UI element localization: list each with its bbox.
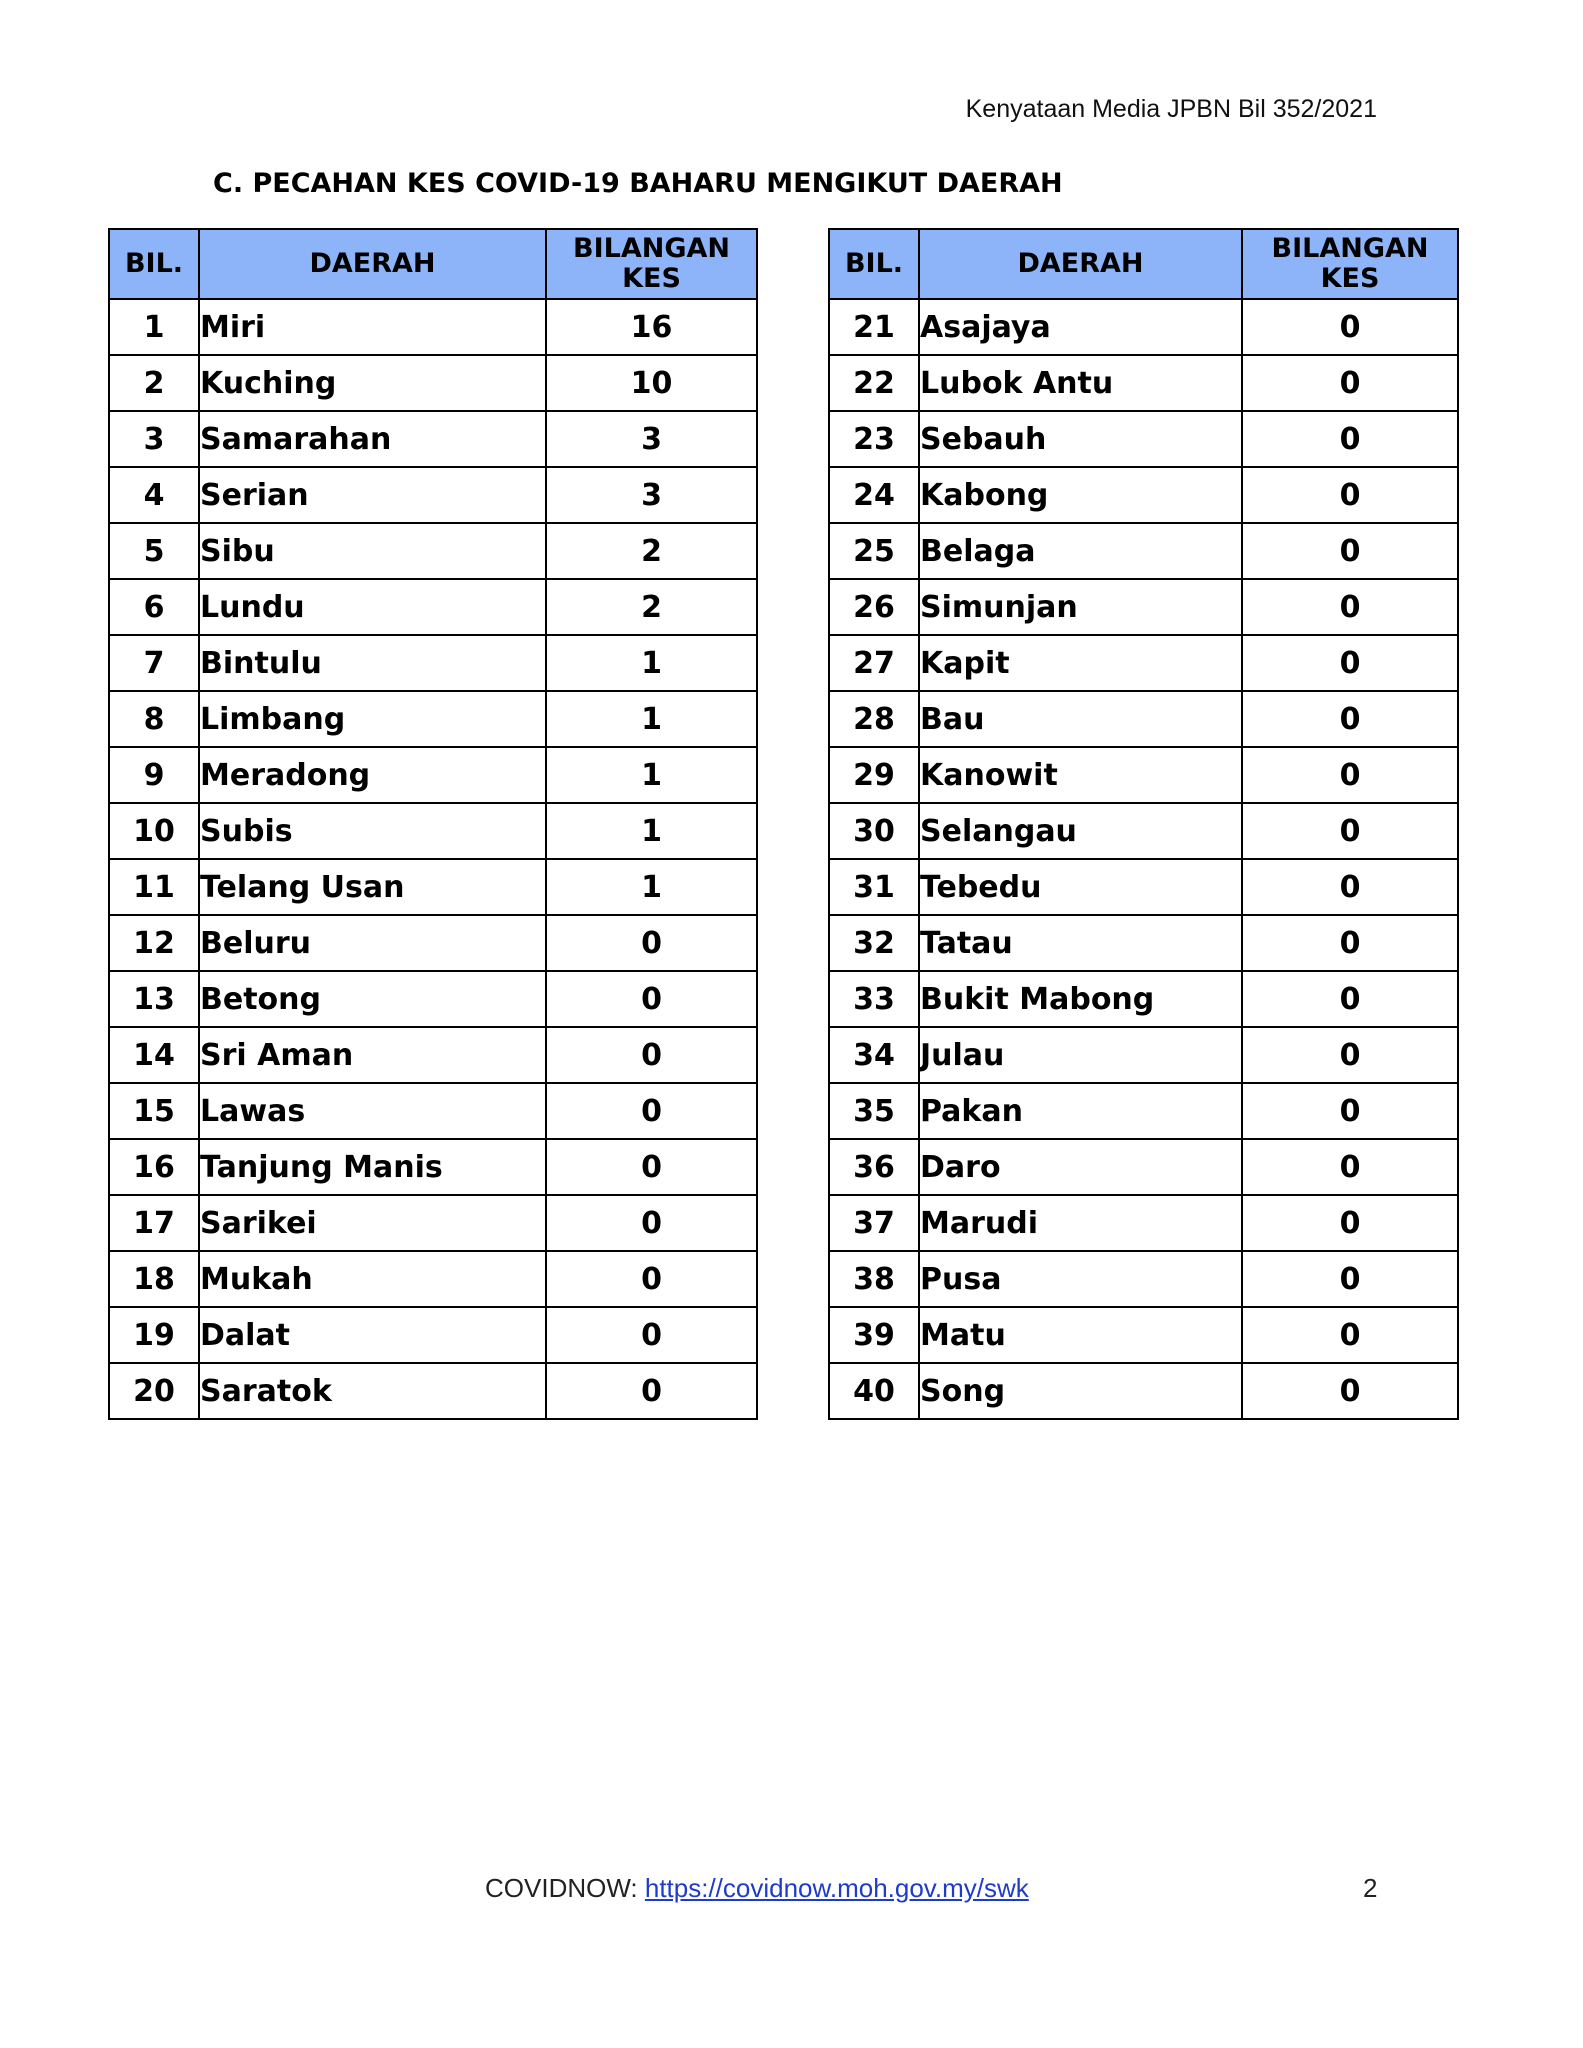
district-name: Kanowit [919,747,1242,803]
district-name: Sebauh [919,411,1242,467]
case-count: 0 [546,1195,757,1251]
case-count: 0 [1242,579,1458,635]
table-row [109,467,757,523]
table-row [829,1139,1458,1195]
table-row [829,1083,1458,1139]
row-number: 9 [109,747,199,803]
row-number: 15 [109,1083,199,1139]
case-count: 0 [1242,1139,1458,1195]
row-number: 26 [829,579,919,635]
district-name: Beluru [199,915,546,971]
column-header-daerah: DAERAH [919,229,1242,299]
row-number: 3 [109,411,199,467]
case-count: 0 [1242,1251,1458,1307]
table-row [109,579,757,635]
table-row [109,355,757,411]
table-row [109,299,757,355]
case-count: 0 [1242,1363,1458,1419]
row-number: 24 [829,467,919,523]
case-count: 0 [546,1363,757,1419]
row-number: 34 [829,1027,919,1083]
column-header-bilangan-line1: BILANGAN [1271,233,1429,264]
column-header-daerah: DAERAH [199,229,546,299]
table-row [829,579,1458,635]
column-header-bilangan-kes [1242,229,1458,299]
row-number: 37 [829,1195,919,1251]
case-count: 0 [546,1027,757,1083]
case-count: 0 [1242,859,1458,915]
case-count: 0 [1242,1195,1458,1251]
case-count: 2 [546,523,757,579]
district-name: Bau [919,691,1242,747]
district-name: Betong [199,971,546,1027]
row-number: 35 [829,1083,919,1139]
row-number: 16 [109,1139,199,1195]
case-count: 3 [546,411,757,467]
district-name: Serian [199,467,546,523]
district-name: Marudi [919,1195,1242,1251]
row-number: 8 [109,691,199,747]
case-count: 1 [546,747,757,803]
case-count: 2 [546,579,757,635]
district-name: Lawas [199,1083,546,1139]
district-name: Mukah [199,1251,546,1307]
case-count: 10 [546,355,757,411]
district-name: Bukit Mabong [919,971,1242,1027]
table-row [109,1251,757,1307]
case-count: 0 [1242,411,1458,467]
row-number: 22 [829,355,919,411]
case-count: 0 [546,1251,757,1307]
table-row [829,803,1458,859]
district-name: Sarikei [199,1195,546,1251]
table-row [829,1363,1458,1419]
table-row [829,691,1458,747]
table-row [829,411,1458,467]
district-name: Selangau [919,803,1242,859]
table-row [829,635,1458,691]
row-number: 7 [109,635,199,691]
row-number: 2 [109,355,199,411]
case-count: 0 [1242,635,1458,691]
district-name: Subis [199,803,546,859]
table-row [109,1027,757,1083]
table-row [829,467,1458,523]
row-number: 38 [829,1251,919,1307]
row-number: 25 [829,523,919,579]
footer [485,1873,1029,1904]
covidnow-link[interactable]: https://covidnow.moh.gov.my/swk [644,1873,1029,1903]
case-count: 0 [546,1083,757,1139]
table-row [829,971,1458,1027]
district-name: Samarahan [199,411,546,467]
column-header-bilangan-line2: KES [622,263,681,294]
district-name: Pusa [919,1251,1242,1307]
table-row [829,1027,1458,1083]
district-name: Asajaya [919,299,1242,355]
row-number: 28 [829,691,919,747]
district-name: Julau [919,1027,1242,1083]
row-number: 33 [829,971,919,1027]
column-header-bilangan-line1: BILANGAN [573,233,730,264]
column-header-bilangan-line2: KES [1320,263,1380,294]
row-number: 19 [109,1307,199,1363]
section-title: C. PECAHAN KES COVID-19 BAHARU MENGIKUT DAERAH [213,168,1063,199]
row-number: 5 [109,523,199,579]
table-row [109,523,757,579]
row-number: 32 [829,915,919,971]
column-header-bil: BIL. [109,229,199,299]
case-count: 0 [1242,803,1458,859]
district-name: Meradong [199,747,546,803]
footer-label: COVIDNOW: [485,1873,645,1903]
table-row [109,747,757,803]
row-number: 31 [829,859,919,915]
district-name: Dalat [199,1307,546,1363]
table-row [109,971,757,1027]
column-header-bil: BIL. [829,229,919,299]
case-count: 1 [546,691,757,747]
case-count: 3 [546,467,757,523]
table-row [109,1139,757,1195]
row-number: 40 [829,1363,919,1419]
case-count: 0 [546,1307,757,1363]
table-header-row [109,229,757,299]
district-cases-table-right [828,228,1459,1420]
row-number: 23 [829,411,919,467]
table-row [109,1195,757,1251]
table-row [109,803,757,859]
row-number: 36 [829,1139,919,1195]
case-count: 0 [546,971,757,1027]
column-header-bilangan-kes [546,229,757,299]
case-count: 1 [546,635,757,691]
row-number: 20 [109,1363,199,1419]
district-name: Saratok [199,1363,546,1419]
district-name: Simunjan [919,579,1242,635]
case-count: 0 [1242,915,1458,971]
table-row [109,1083,757,1139]
row-number: 30 [829,803,919,859]
case-count: 0 [546,915,757,971]
case-count: 0 [1242,1307,1458,1363]
table-row [829,915,1458,971]
row-number: 18 [109,1251,199,1307]
document-reference: Kenyataan Media JPBN Bil 352/2021 [965,95,1377,123]
case-count: 0 [1242,299,1458,355]
table-row [829,1307,1458,1363]
case-count: 0 [1242,523,1458,579]
case-count: 0 [1242,691,1458,747]
row-number: 27 [829,635,919,691]
row-number: 13 [109,971,199,1027]
row-number: 1 [109,299,199,355]
table-row [829,355,1458,411]
table-row [829,1251,1458,1307]
row-number: 39 [829,1307,919,1363]
row-number: 29 [829,747,919,803]
table-row [109,859,757,915]
table-row [829,1195,1458,1251]
district-name: Kapit [919,635,1242,691]
district-name: Lubok Antu [919,355,1242,411]
case-count: 0 [1242,747,1458,803]
district-name: Kabong [919,467,1242,523]
row-number: 4 [109,467,199,523]
table-row [109,1363,757,1419]
district-name: Kuching [199,355,546,411]
district-name: Song [919,1363,1242,1419]
case-count: 0 [546,1139,757,1195]
district-name: Sibu [199,523,546,579]
table-row [109,411,757,467]
row-number: 21 [829,299,919,355]
case-count: 0 [1242,1027,1458,1083]
table-row [829,859,1458,915]
row-number: 12 [109,915,199,971]
table-header-row [829,229,1458,299]
table-row [109,635,757,691]
case-count: 0 [1242,971,1458,1027]
district-name: Pakan [919,1083,1242,1139]
district-name: Tanjung Manis [199,1139,546,1195]
district-name: Tebedu [919,859,1242,915]
case-count: 16 [546,299,757,355]
district-name: Tatau [919,915,1242,971]
table-row [829,299,1458,355]
district-name: Matu [919,1307,1242,1363]
table-row [109,915,757,971]
case-count: 1 [546,859,757,915]
row-number: 14 [109,1027,199,1083]
district-name: Daro [919,1139,1242,1195]
row-number: 17 [109,1195,199,1251]
case-count: 0 [1242,355,1458,411]
case-count: 0 [1242,467,1458,523]
row-number: 6 [109,579,199,635]
page-number: 2 [1363,1873,1378,1903]
table-row [829,523,1458,579]
district-name: Bintulu [199,635,546,691]
table-row [109,1307,757,1363]
district-cases-table-left [108,228,758,1420]
row-number: 10 [109,803,199,859]
table-row [109,691,757,747]
district-name: Lundu [199,579,546,635]
case-count: 0 [1242,1083,1458,1139]
case-count: 1 [546,803,757,859]
district-name: Sri Aman [199,1027,546,1083]
district-name: Telang Usan [199,859,546,915]
district-name: Limbang [199,691,546,747]
row-number: 11 [109,859,199,915]
table-row [829,747,1458,803]
district-name: Miri [199,299,546,355]
district-name: Belaga [919,523,1242,579]
